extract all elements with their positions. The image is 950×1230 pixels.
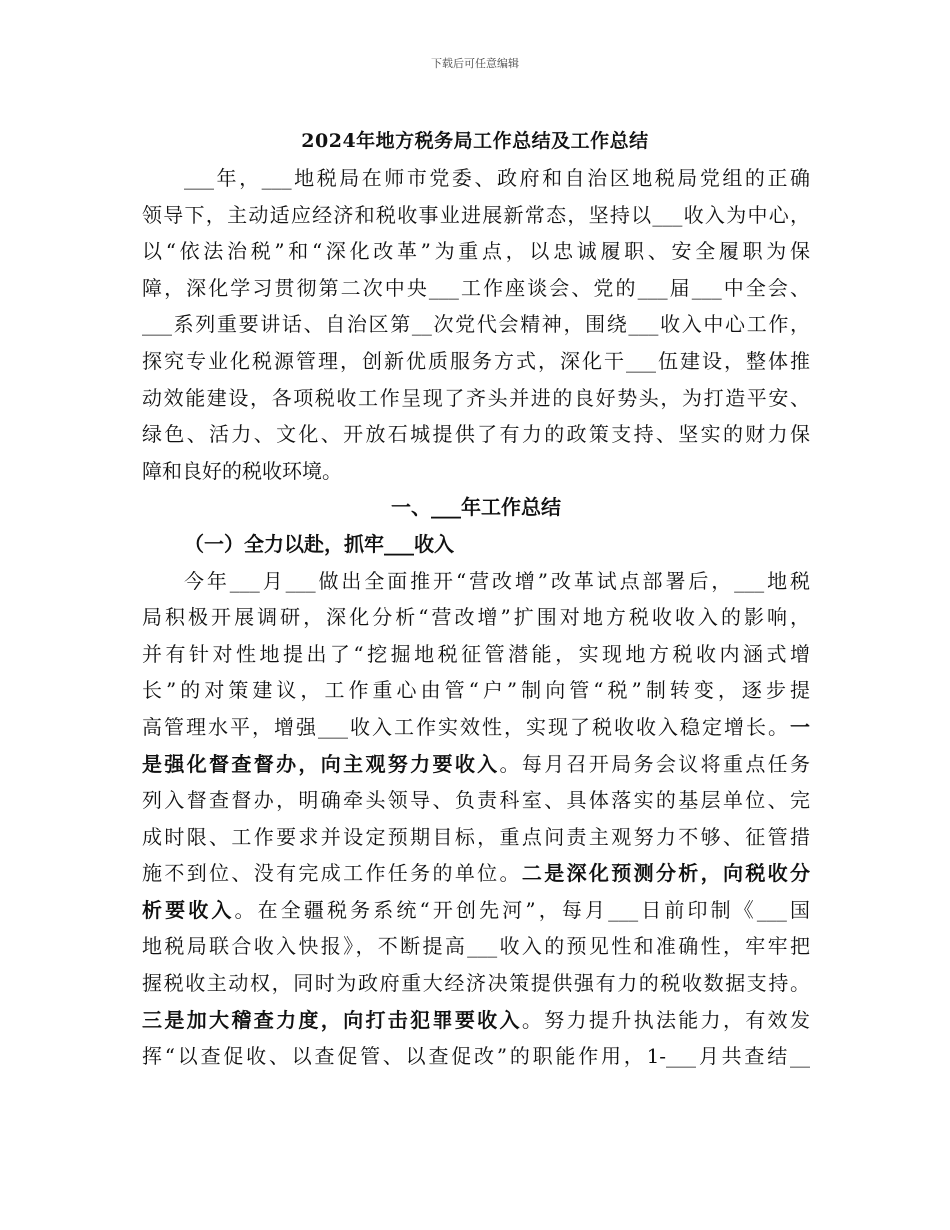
text-line [142,233,810,270]
text-line [142,1002,810,1039]
text-segment: ___系列重要讲话、自治区第__次党代会精神，围绕___收入中心工作， [142,312,810,337]
text-segment: 今年___月___做出全面推开“营改增”改革试点部署后，___地税 [184,568,810,593]
text-line [142,672,810,709]
text-segment: 局积极开展调研，深化分析“营改增”扩围对地方税收收入的影响， [142,605,810,630]
text-line [142,306,810,343]
text-segment: 成时限、工作要求并设定预期目标，重点问责主观努力不够、征管措 [142,824,810,849]
text-line [142,1038,810,1075]
text-line [142,563,810,600]
text-line [142,636,810,673]
text-segment: 长”的对策建议，工作重心由管“户”制向管“税”制转变，逐步提 [142,678,810,703]
text-line [142,746,810,783]
text-line [142,928,810,965]
text-line [142,416,810,453]
text-segment: 领导下，主动适应经济和税收事业进展新常态，坚持以___收入为中心， [142,202,810,227]
text-segment: 列入督查督办，明确牵头领导、负责科室、具体落实的基层单位、完 [142,788,810,813]
header-note: 下载后可任意编辑 [431,57,519,70]
text-line [142,599,810,636]
bold-text: 三是加大稽查力度，向打击犯罪要收入 [142,1007,522,1032]
text-line [142,526,810,563]
section-heading [142,489,810,526]
text-segment: 障和良好的税收环境。 [142,458,342,483]
text-line [142,709,810,746]
text-segment: 以“依法治税”和“深化改革”为重点，以忠诚履职、安全履职为保 [142,239,810,264]
text-line [142,892,810,929]
text-line [142,453,810,490]
text-segment: 。努力提升执法能力，有效发 [521,1007,810,1032]
text-segment: 动效能建设，各项税收工作呈现了齐头并进的良好势头，为打造平安、 [142,385,810,410]
document-body [142,160,810,1075]
text-segment: 绿色、活力、文化、开放石城提供了有力的政策支持、坚实的财力保 [142,422,810,447]
bold-text: 一、___年工作总结 [391,495,561,520]
bold-text: 一 [790,714,810,739]
document-title: 2024年地方税务局工作总结及工作总结 [301,130,649,152]
text-line [142,343,810,380]
text-line [142,380,810,417]
text-segment: 高管理水平，增强___收入工作实效性，实现了税收收入稳定增长。 [142,714,790,739]
bold-text: 二是深化预测分析，向税收分 [521,861,810,886]
text-line [142,197,810,234]
text-segment: 障，深化学习贯彻第二次中央___工作座谈会、党的___届___中全会、 [142,275,810,300]
text-line [142,965,810,1002]
text-line [142,855,810,892]
text-segment: 握税收主动权，同时为政府重大经济决策提供强有力的税收数据支持。 [142,971,810,996]
bold-text: （一）全力以赴，抓牢___收入 [184,531,454,556]
text-segment: 施不到位、没有完成工作任务的单位。 [142,861,522,886]
text-segment: ___年，___地税局在师市党委、政府和自治区地税局党组的正确 [184,166,810,190]
text-segment: 。每月召开局务会议将重点任务 [499,751,810,776]
text-line [142,782,810,819]
text-segment: 地税局联合收入快报》，不断提高___收入的预见性和准确性，牢牢把 [142,934,810,959]
text-segment: 挥“以查促收、以查促管、以查促改”的职能作用，1-___月共查结__ [142,1044,810,1069]
text-line [142,160,810,197]
text-line [142,819,810,856]
bold-text: 析要收入 [142,897,235,922]
text-segment: 并有针对性地提出了“挖掘地税征管潜能，实现地方税收内涵式增 [142,641,810,666]
text-segment: 。在全疆税务系统“开创先河”，每月___日前印制《___国 [234,897,810,922]
text-line [142,270,810,307]
text-segment: 探究专业化税源管理，创新优质服务方式，深化干___伍建设，整体推 [142,348,810,373]
bold-text: 是强化督查督办，向主观努力要收入 [142,751,500,776]
